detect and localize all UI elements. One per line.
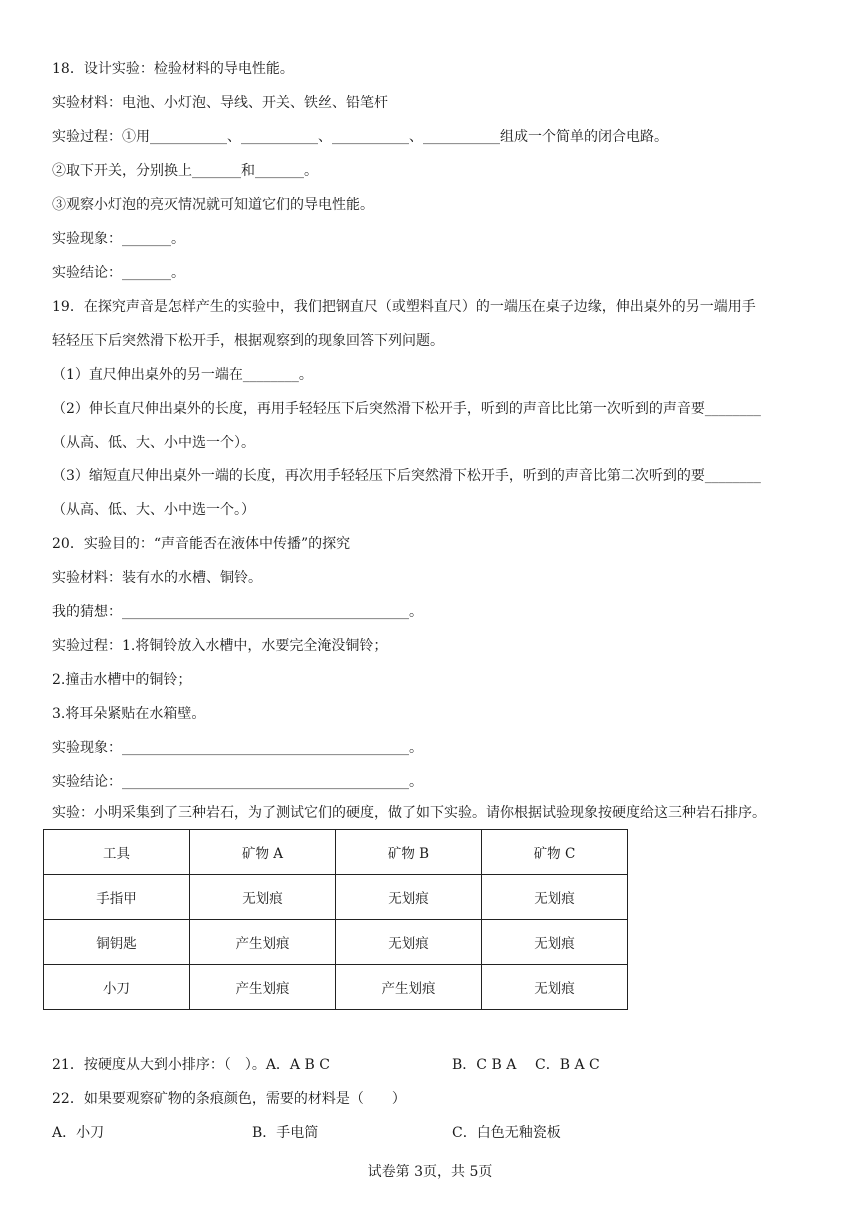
table-header-row [44,830,628,875]
q21-option-b: B．C B A [452,1057,517,1073]
line-19-q3-hint: （从高、低、大、小中选一个。） [52,502,255,518]
line-20-process-1: 实验过程：1.将铜铃放入水槽中，水要完全淹没铜铃； [52,638,388,654]
line-18-process-2: ②取下开关，分别换上_______和_______。 [52,163,318,179]
hardness-table [43,829,628,1010]
line-19-q2: （2）伸长直尺伸出桌外的长度，再用手轻轻压下后突然滑下松开手，听到的声音比比第一次听到的声音要________ [52,401,761,417]
table-row [44,920,628,965]
table-cell: 无划痕 [190,875,336,920]
table-header-cell: 矿物 C [482,830,628,875]
table-cell: 产生划痕 [336,965,482,1010]
line-18-title: 18．设计实验：检验材料的导电性能。 [52,61,294,77]
table-cell: 产生划痕 [190,920,336,965]
q21-stem: 21．按硬度从大到小排序：（ ）。A．A B C [52,1057,330,1073]
line-18-process-3: ③观察小灯泡的亮灭情况就可知道它们的导电性能。 [52,197,374,213]
q22-option-b: B．手电筒 [252,1125,319,1141]
line-20-process-2: 2.撞击水槽中的铜铃； [52,672,192,688]
line-18-process-1: 实验过程：①用___________、___________、___________、___________组成一个简单的闭合电路。 [52,129,668,145]
line-18-conclusion: 实验结论：_______。 [52,265,185,281]
line-hardness-intro: 实验：小明采集到了三种岩石，为了测试它们的硬度，做了如下实验。请你根据试验现象按硬度给这三种岩石排序。 [52,805,766,821]
line-20-phenomenon: 实验现象：_________________________________________。 [52,740,423,756]
table-cell: 小刀 [44,965,190,1010]
line-20-process-3: 3.将耳朵紧贴在水箱壁。 [52,706,206,722]
q21-option-c: C．B A C [535,1057,600,1073]
line-20-conclusion: 实验结论：_________________________________________。 [52,774,423,790]
table-row [44,875,628,920]
q22-stem: 22．如果要观察矿物的条痕颜色，需要的材料是（ ） [52,1091,406,1107]
q22-option-a: A．小刀 [52,1125,105,1141]
page-footer: 试卷第 3页，共 5页 [367,1164,493,1180]
table-cell: 无划痕 [336,920,482,965]
table-cell: 无划痕 [482,875,628,920]
line-19-q1: （1）直尺伸出桌外的另一端在________。 [52,367,313,383]
table-cell: 无划痕 [482,920,628,965]
q22-option-c: C．白色无釉瓷板 [452,1125,561,1141]
line-19-q3: （3）缩短直尺伸出桌外一端的长度，再次用手轻轻压下后突然滑下松开手，听到的声音比第二次听到的要________ [52,468,761,484]
table-header-cell: 矿物 B [336,830,482,875]
table-row [44,965,628,1010]
line-20-materials: 实验材料：装有水的水槽、铜铃。 [52,570,262,586]
table-cell: 无划痕 [336,875,482,920]
table-cell: 铜钥匙 [44,920,190,965]
line-18-phenomenon: 实验现象：_______。 [52,231,185,247]
table-header-cell: 矿物 A [190,830,336,875]
table-cell: 产生划痕 [190,965,336,1010]
table-cell: 无划痕 [482,965,628,1010]
line-20-guess: 我的猜想：_________________________________________。 [52,604,423,620]
table-header-cell: 工具 [44,830,190,875]
line-19-stem-1: 19．在探究声音是怎样产生的实验中，我们把钢直尺（或塑料直尺）的一端压在桌子边缘，伸出桌外的另一端用手 [52,299,756,315]
line-20-title: 20．实验目的：“声音能否在液体中传播”的探究 [52,536,351,552]
table-cell: 手指甲 [44,875,190,920]
line-19-q2-hint: （从高、低、大、小中选一个）。 [52,435,255,451]
line-18-materials: 实验材料：电池、小灯泡、导线、开关、铁丝、铅笔杆 [52,95,388,111]
line-19-stem-2: 轻轻压下后突然滑下松开手，根据观察到的现象回答下列问题。 [52,333,444,349]
